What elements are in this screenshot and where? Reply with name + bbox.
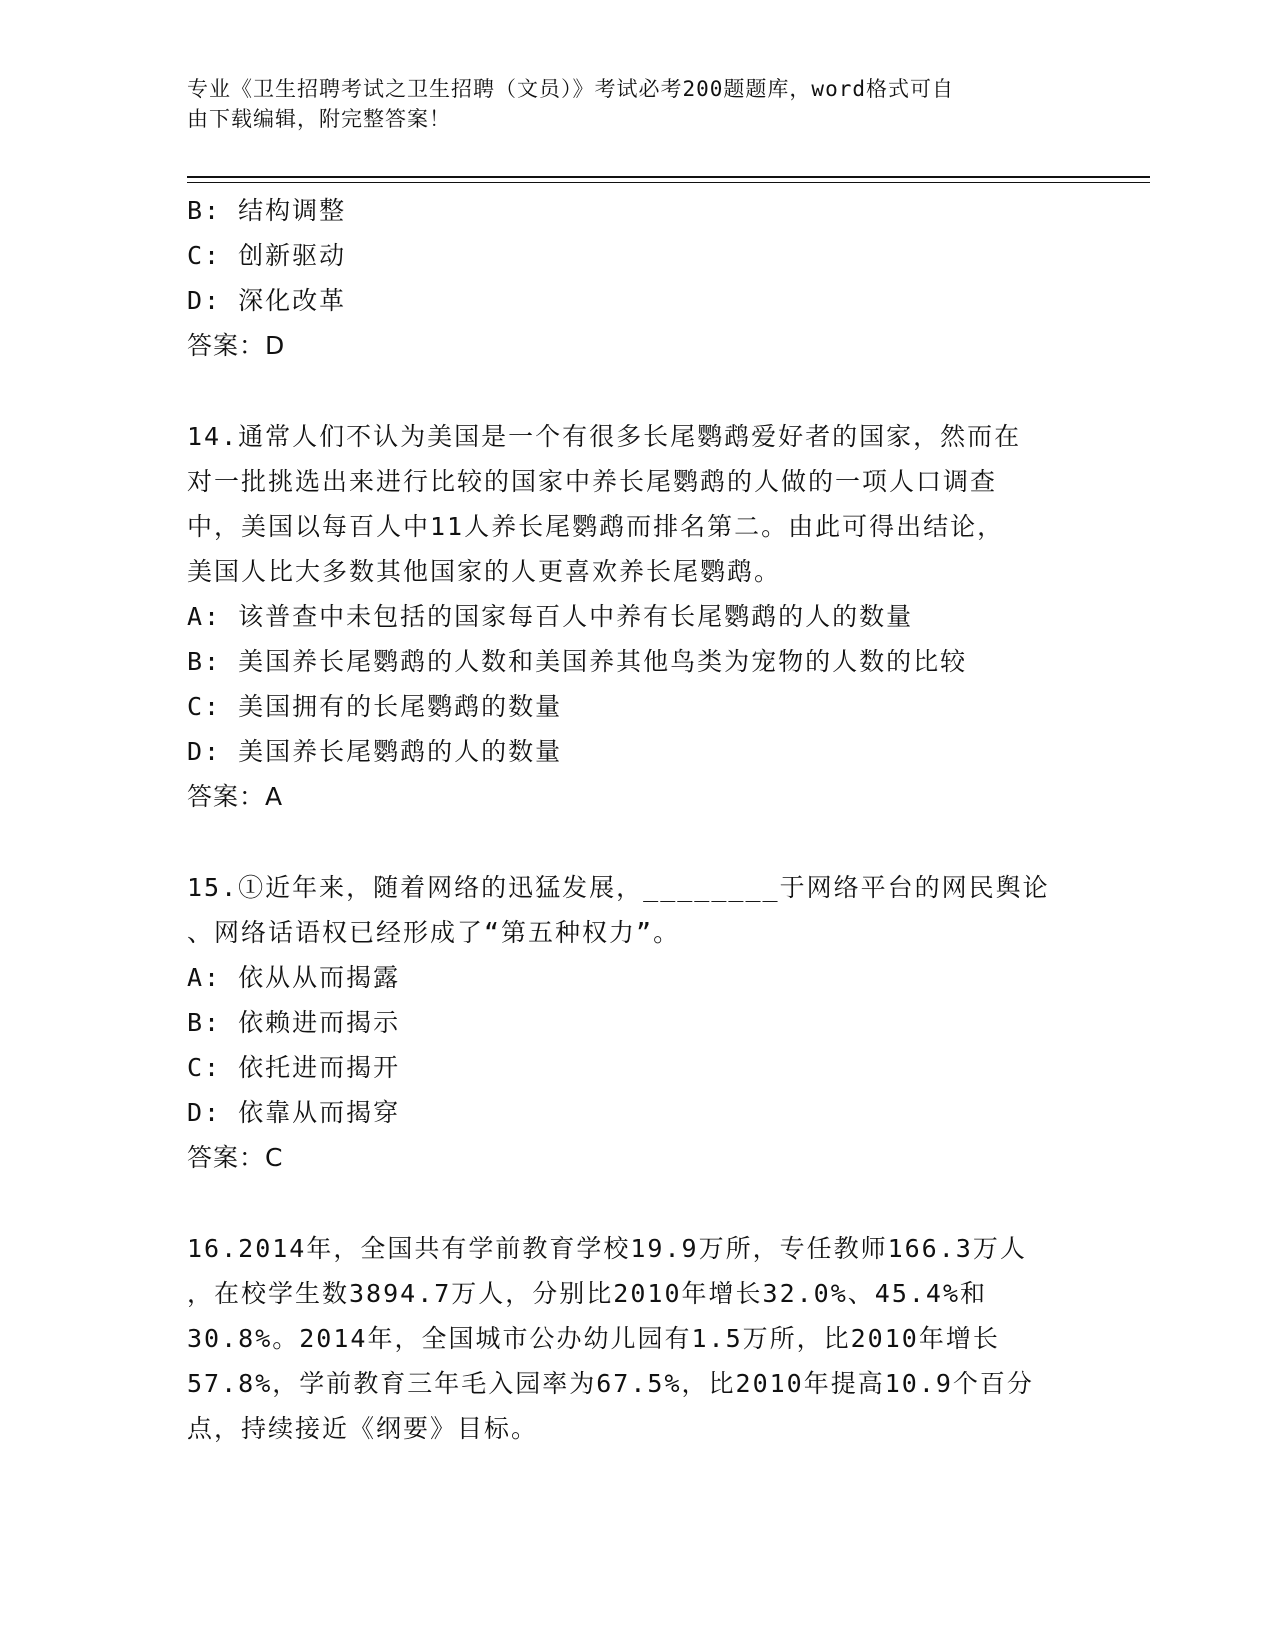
option-c: C: 创新驱动 (187, 241, 347, 270)
header-line-1: 专业《卫生招聘考试之卫生招聘（文员）》考试必考200题题库，word格式可自 (187, 77, 954, 101)
option-a: A: 依从从而揭露 (187, 963, 401, 992)
option-d: D: 深化改革 (187, 286, 347, 315)
answer-line: 答案：A (187, 782, 284, 811)
answer-line: 答案：C (187, 1143, 284, 1172)
option-b: B: 结构调整 (187, 196, 347, 225)
question-spacer (187, 819, 1087, 865)
question-spacer (187, 368, 1087, 414)
question-15 (187, 865, 1087, 1180)
question-14 (187, 414, 1087, 819)
question-stem-line: ，在校学生数3894.7万人，分别比2010年增长32.0%、45.4%和 (187, 1279, 988, 1308)
question-stem-line: 30.8%。2014年，全国城市公办幼儿园有1.5万所，比2010年增长 (187, 1324, 1000, 1353)
option-b: B: 依赖进而揭示 (187, 1008, 401, 1037)
question-stem-line: 中，美国以每百人中11人养长尾鹦鹉而排名第二。由此可得出结论， (187, 512, 1005, 541)
question-stem-line: 14.通常人们不认为美国是一个有很多长尾鹦鹉爱好者的国家，然而在 (187, 422, 1022, 451)
question-stem-line: 15.①近年来，随着网络的迅猛发展，________于网络平台的网民舆论 (187, 873, 1050, 902)
question-list (187, 188, 1087, 1451)
header-line-2: 由下载编辑，附完整答案！ (187, 107, 451, 131)
option-c: C: 依托进而揭开 (187, 1053, 401, 1082)
question-stem-line: 16.2014年，全国共有学前教育学校19.9万所，专任教师166.3万人 (187, 1234, 1027, 1263)
question-stem-line: 点，持续接近《纲要》目标。 (187, 1414, 539, 1443)
question-16 (187, 1226, 1087, 1451)
option-d: D: 美国养长尾鹦鹉的人的数量 (187, 737, 563, 766)
question-spacer (187, 1180, 1087, 1226)
question-stem-line: 、网络话语权已经形成了“第五种权力”。 (187, 918, 681, 947)
option-d: D: 依靠从而揭穿 (187, 1098, 401, 1127)
question-stem-line: 57.8%，学前教育三年毛入园率为67.5%，比2010年提高10.9个百分 (187, 1369, 1034, 1398)
question-13-tail (187, 188, 1087, 368)
answer-line: 答案：D (187, 331, 286, 360)
question-stem-line: 对一批挑选出来进行比较的国家中养长尾鹦鹉的人做的一项人口调查 (187, 467, 998, 496)
option-a: A: 该普查中未包括的国家每百人中养有长尾鹦鹉的人的数量 (187, 602, 914, 631)
option-b: B: 美国养长尾鹦鹉的人数和美国养其他鸟类为宠物的人数的比较 (187, 647, 968, 676)
option-c: C: 美国拥有的长尾鹦鹉的数量 (187, 692, 563, 721)
document-header (187, 74, 1067, 134)
header-divider-thick (187, 176, 1150, 178)
header-divider-thin (187, 182, 1150, 183)
question-stem-line: 美国人比大多数其他国家的人更喜欢养长尾鹦鹉。 (187, 557, 782, 586)
